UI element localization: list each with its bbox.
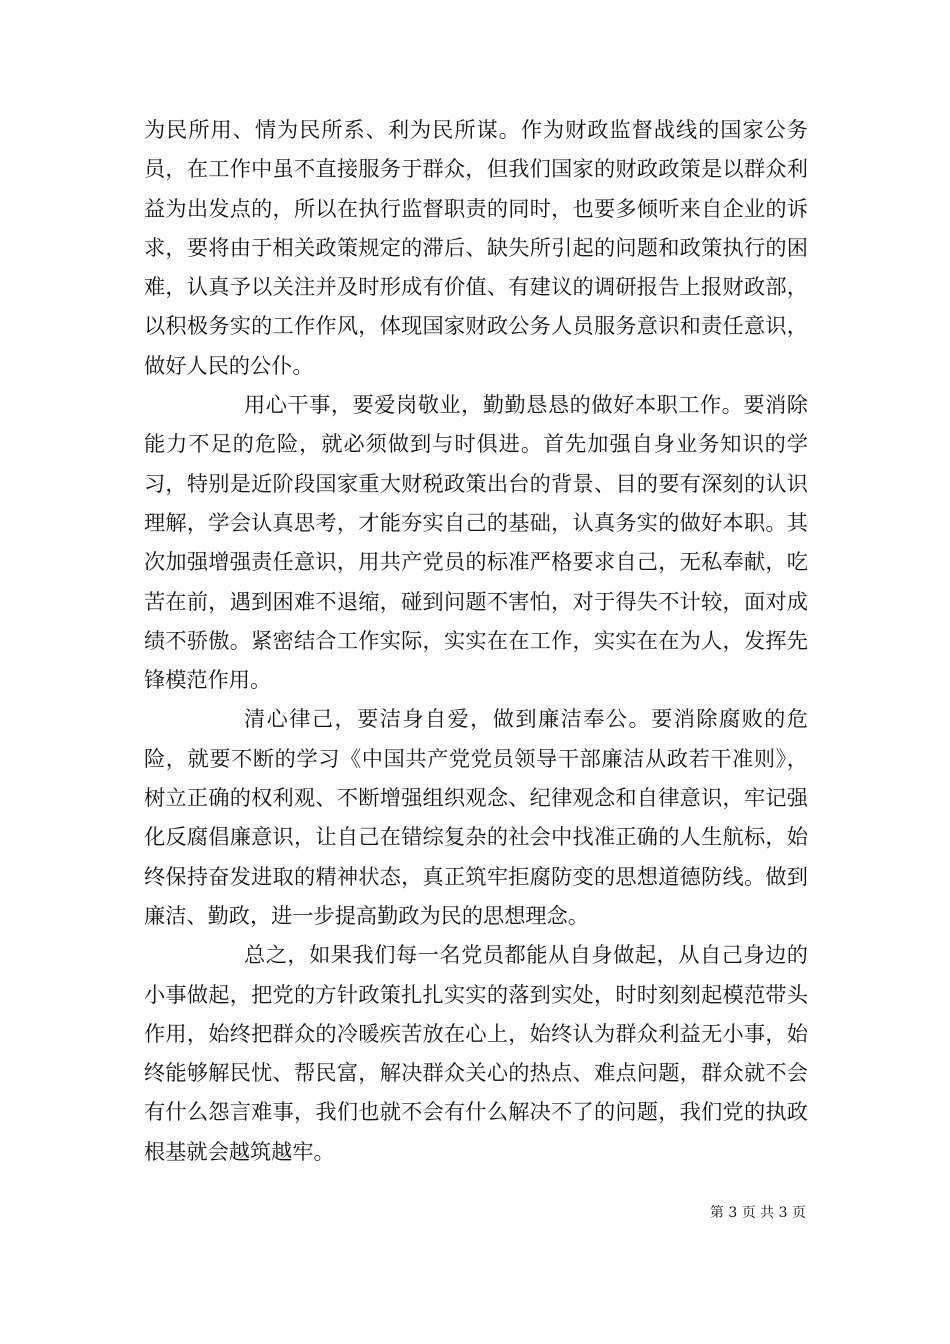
page-number-footer: 第 3 页 共 3 页 [709,1205,806,1221]
paragraph-diligent-work: 用心干事，要爱岗敬业，勤勤恳恳的做好本职工作。要消除能力不足的危险，就必须做到与时俱进。首先加强自身业务知识的学习，特别是近阶段国家重大财税政策出台的背景、目的要有深刻的认识理解，学会认真思考，才能夯实自己的基础，认真务实的做好本职。其次加强增强责任意识，用共产党员的标准严格要求自己，无私奉献，吃苦在前，遇到困难不退缩，碰到问题不害怕，对于得失不计较，面对成绩不骄傲。紧密结合工作实际，实实在在工作，实实在在为人，发挥先锋模范作用。 [144,392,808,693]
paragraph-self-discipline: 清心律己，要洁身自爱，做到廉洁奉公。要消除腐败的危险，就要不断的学习《中国共产党党员领导干部廉洁从政若干准则》，树立正确的权利观、不断增强组织观念、纪律观念和自律意识，牢记强化反腐倡廉意识，让自己在错综复杂的社会中找准正确的人生航标，始终保持奋发进取的精神状态，真正筑牢拒腐防变的思想道德防线。做到廉洁、勤政，进一步提高勤政为民的思想理念。 [144,706,808,928]
document-body [144,110,808,1171]
paragraph-continuation: 为民所用、情为民所系、利为民所谋。作为财政监督战线的国家公务员，在工作中虽不直接服务于群众，但我们国家的财政政策是以群众利益为出发点的，所以在执行监督职责的同时，也要多倾听来自企业的诉求，要将由于相关政策规定的滞后、缺失所引起的问题和政策执行的困难，认真予以关注并及时形成有价值、有建议的调研报告上报财政部，以积极务实的工作作风，体现国家财政公务人员服务意识和责任意识，做好人民的公仆。 [144,117,808,378]
paragraph-conclusion: 总之，如果我们每一名党员都能从自身做起，从自己身边的小事做起，把党的方针政策扎扎实实的落到实处，时时刻刻起模范带头作用，始终把群众的冷暖疾苦放在心上，始终认为群众利益无小事，始终能够解民忧、帮民富，解决群众关心的热点、难点问题，群众就不会有什么怨言难事，我们也就不会有什么解决不了的问题，我们党的执政根基就会越筑越牢。 [144,942,808,1164]
